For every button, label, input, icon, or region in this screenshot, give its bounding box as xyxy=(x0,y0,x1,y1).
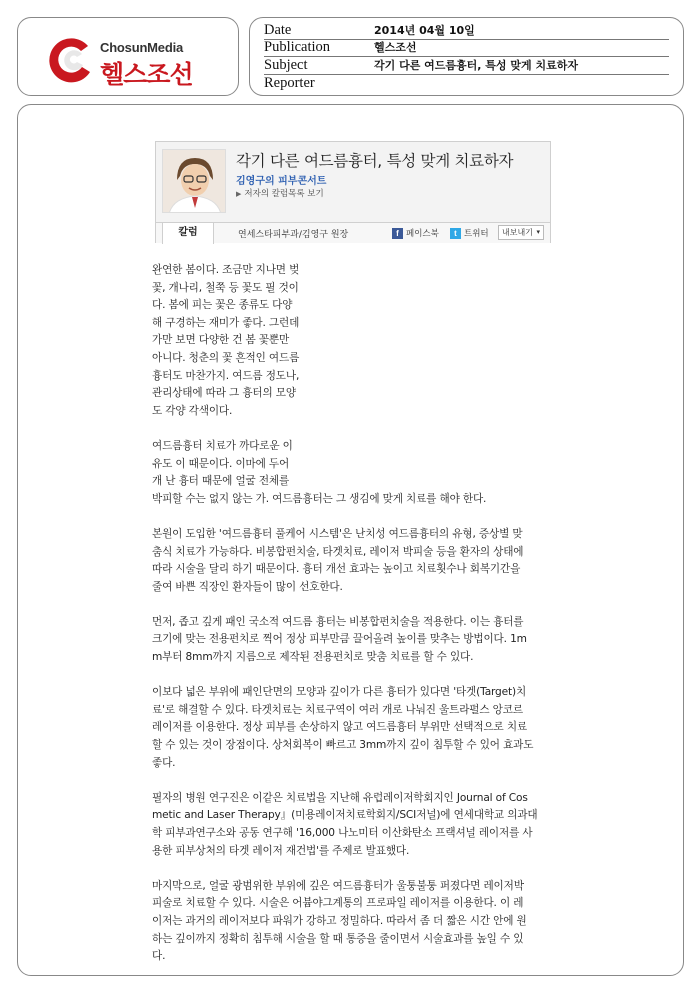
article-line: 완연한 봄이다. 조금만 지나면 벚 xyxy=(152,264,300,276)
chosun-media-logo-icon xyxy=(46,34,98,86)
publisher-logo-box xyxy=(17,17,239,96)
article-line: 좋다. xyxy=(152,756,176,769)
article-paragraph xyxy=(152,878,546,966)
meta-value: 헬스조선 xyxy=(374,41,417,54)
share-facebook-label: 페이스북 xyxy=(406,229,439,239)
column-author: 연세스타피부과/김영구 원장 xyxy=(238,230,349,240)
article-line: 춤식 치료가 가능하다. 비봉합펀치술, 타겟치료, 레이저 박피술 등을 환자의 상태에 xyxy=(152,545,524,558)
article-line: 용한 피부상처의 타겟 레이저 재건법'를 주제로 발표했다. xyxy=(152,844,410,857)
brand-name-ko: 헬스조선 xyxy=(100,60,193,89)
article-paragraph xyxy=(152,790,546,860)
export-dropdown[interactable] xyxy=(498,225,544,240)
twitter-icon: t xyxy=(450,228,461,239)
article-line: 료'로 해결할 수 있다. 타겟치료는 치료구역이 여러 개로 나눠진 울트라펄스 앙코르 xyxy=(152,703,523,716)
article-line: 다. xyxy=(152,950,166,963)
article-line: 꽃, 개나리, 철쭉 등 꽃도 필 것이 xyxy=(152,281,299,294)
meta-key: Subject xyxy=(264,56,308,73)
article-line: 피술로 치료할 수 있다. 시술은 어븀야그계통의 프로파일 레이저를 이용한다. 이 레 xyxy=(152,897,524,910)
share-facebook-button[interactable] xyxy=(392,227,439,239)
share-twitter-label: 트위터 xyxy=(464,229,489,239)
article-line: 관리상태에 따라 그 흉터의 모양 xyxy=(152,387,296,400)
meta-row-date xyxy=(264,22,669,40)
article-line: 따라 시술을 달리 하기 때문이다. 흉터 개선 효과는 높이고 치료횟수나 회복기간을 xyxy=(152,563,521,576)
triangle-right-icon: ▶ xyxy=(236,190,242,198)
author-portrait-icon xyxy=(163,150,226,213)
article-line: 크기에 맞는 전용펀치로 찍어 정상 피부만큼 끌어올려 높이를 맞추는 방법이다. 1m xyxy=(152,633,527,646)
meta-key: Date xyxy=(264,21,292,38)
meta-key: Reporter xyxy=(264,75,315,91)
meta-row-subject xyxy=(264,57,669,75)
article-meta-table xyxy=(249,17,684,96)
article-paragraph xyxy=(152,526,546,596)
article-line: 먼저, 좁고 깊게 패인 국소적 여드름 흉터는 비봉합펀치술을 적용한다. 이는 흉터를 xyxy=(152,615,524,628)
author-column-list-label: 저자의 칼럼목록 보기 xyxy=(244,189,324,199)
article-line: 필자의 병원 연구진은 이같은 치료법을 지난해 유럽레이저학회지인 Journal of Cos xyxy=(152,791,528,804)
author-column-list-link[interactable] xyxy=(236,187,324,199)
meta-key: Publication xyxy=(264,39,331,55)
article-line: 이저는 과거의 레이저보다 파워가 강하고 정밀하다. 따라서 좀 더 짧은 시간 안에 원 xyxy=(152,914,527,927)
brand-name-en: ChosunMedia xyxy=(100,40,184,55)
article-line: 박피할 수는 없지 않는 가. 여드름흉터는 그 생김에 맞게 치료를 해야 한다. xyxy=(152,492,487,505)
article-line: 줄여 바쁜 직장인 환자들이 많이 선호한다. xyxy=(152,580,343,593)
article-line: 가만 보면 다양한 건 봄 꽃뿐만 xyxy=(152,334,290,347)
article-line: 마지막으로, 얼굴 광범위한 부위에 깊은 여드름흉터가 울퉁불퉁 퍼졌다면 레이저박 xyxy=(152,879,524,892)
article-line: 흉터도 마찬가지. 여드름 정도나, xyxy=(152,369,300,382)
article-line: 개 난 흉터 때문에 얼굴 전체를 xyxy=(152,475,290,488)
article-paragraph xyxy=(152,684,546,772)
article-line: 이보다 넓은 부위에 패인단면의 모양과 깊이가 다른 흉터가 있다면 '타겟(Target)치 xyxy=(152,686,527,699)
article-line: 다. 봄에 피는 꽃은 종류도 다양 xyxy=(152,299,293,312)
article-line: 레이저를 이용한다. 정상 피부를 손상하지 않고 여드름흉터 부위만 선택적으로 치료 xyxy=(152,721,528,734)
meta-value: 2014년 04월 10일 xyxy=(374,23,475,37)
article-body xyxy=(152,262,546,983)
column-series-link[interactable]: 김영구의 피부콘서트 xyxy=(236,176,327,187)
article-line: metic and Laser Therapy』(미용레이저치료학회지/SCI저널)에 연세대학교 의과대 xyxy=(152,809,538,822)
meta-value: 각기 다른 여드름흉터, 특성 맞게 치료하자 xyxy=(374,58,578,72)
column-toolbar xyxy=(156,222,550,243)
column-title: 각기 다른 여드름흉터, 특성 맞게 치료하자 xyxy=(236,152,514,170)
article-line: 도 각양 각색이다. xyxy=(152,404,233,417)
article-line: 할 수 있는 것이 장점이다. 상처회복이 빠르고 3mm까지 깊이 침투할 수 있어 효과도 xyxy=(152,739,534,752)
facebook-icon: f xyxy=(392,228,403,239)
author-photo xyxy=(162,149,226,213)
meta-row-publication xyxy=(264,40,669,58)
article-line: 학 피부과연구소와 공동 연구해 '16,000 나노미터 이산화탄소 프랙셔널 레이저를 사 xyxy=(152,827,533,839)
article-line: 본원이 도입한 '여드름흉터 풀케어 시스템'은 난치성 여드름흉터의 유형, 증상별 맞 xyxy=(152,527,523,540)
export-label: 내보내기 xyxy=(502,228,533,237)
article-line: 아니다. 청춘의 꽃 흔적인 여드름 xyxy=(152,351,300,364)
article-paragraph xyxy=(152,614,546,667)
article-line: 여드름흉터 치료가 까다로운 이 xyxy=(152,439,293,452)
article-line: 하는 깊이까지 정확히 침투해 시술을 할 때 통증을 줄이면서 시술효과를 높일 수 있 xyxy=(152,932,524,945)
meta-row-reporter xyxy=(264,75,669,93)
article-line: m부터 8mm까지 지름으로 제작된 전용펀치로 맞춤 치료를 할 수 있다. xyxy=(152,651,474,664)
share-twitter-button[interactable] xyxy=(450,227,489,239)
tab-column[interactable]: 칼럼 xyxy=(162,222,214,244)
article-line: 유도 이 때문이다. 이마에 두어 xyxy=(152,457,290,470)
article-paragraph xyxy=(152,438,546,508)
column-header xyxy=(155,141,551,243)
article-paragraph xyxy=(152,262,546,420)
article-line: 해 구경하는 재미가 좋다. 그런데 xyxy=(152,316,300,329)
chevron-down-icon: ▾ xyxy=(536,228,540,236)
